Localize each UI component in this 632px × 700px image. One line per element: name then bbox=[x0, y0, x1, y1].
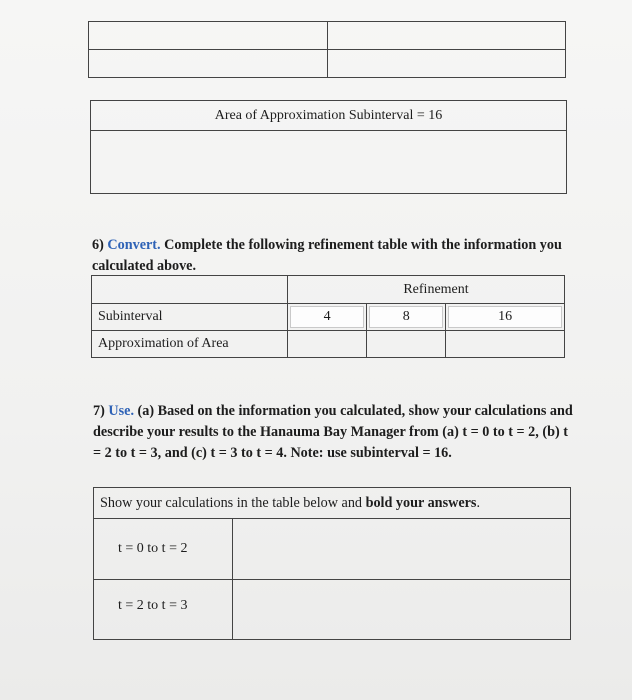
subinterval-cell bbox=[446, 304, 565, 331]
approximation-cell[interactable] bbox=[288, 331, 367, 358]
refinement-corner-cell bbox=[92, 276, 288, 304]
area-table-header: Area of Approximation Subinterval = 16 bbox=[91, 101, 567, 131]
top-table-cell[interactable] bbox=[328, 22, 566, 50]
question-6-text: Complete the following refinement table with the information you calculated above. bbox=[92, 237, 562, 274]
approximation-cell[interactable] bbox=[446, 331, 565, 358]
refinement-table bbox=[91, 275, 565, 358]
area-table bbox=[90, 100, 567, 194]
row-label-subinterval: Subinterval bbox=[92, 304, 288, 331]
subinterval-value: 4 bbox=[290, 306, 364, 328]
subinterval-value: 8 bbox=[369, 306, 443, 328]
subinterval-cell bbox=[288, 304, 367, 331]
top-table-cell[interactable] bbox=[89, 22, 328, 50]
question-7-text: (a) Based on the information you calculated, show your calculations and describe your results to the Hanauma Bay Manager from (a) t = 0 to t = 2, (b) t = 2 to t = 3, and (c) t = 3 to t = 4. Note: use subinterval = 16. bbox=[93, 403, 573, 461]
top-table-cell[interactable] bbox=[328, 50, 566, 78]
calc-answer-cell[interactable] bbox=[233, 519, 571, 580]
subinterval-cell bbox=[367, 304, 446, 331]
approximation-cell[interactable] bbox=[367, 331, 446, 358]
question-6-number: 6) bbox=[92, 237, 104, 253]
top-empty-table bbox=[88, 21, 566, 78]
calculations-header-bold: bold your answers bbox=[365, 494, 477, 511]
question-7-number: 7) bbox=[93, 403, 105, 419]
question-7 bbox=[93, 401, 573, 464]
calculations-header bbox=[94, 488, 571, 519]
area-answer-cell[interactable] bbox=[91, 131, 567, 194]
question-6-keyword: Convert. bbox=[107, 237, 161, 253]
refinement-header: Refinement bbox=[288, 276, 565, 304]
question-7-keyword: Use. bbox=[108, 403, 134, 419]
subinterval-value: 16 bbox=[448, 306, 562, 328]
top-table-cell[interactable] bbox=[89, 50, 328, 78]
calculations-table bbox=[93, 487, 571, 640]
row-label-approximation: Approximation of Area bbox=[92, 331, 288, 358]
calc-answer-cell[interactable] bbox=[233, 580, 571, 640]
calculations-header-suffix: . bbox=[476, 494, 481, 511]
calc-row-label: t = 2 to t = 3 bbox=[94, 580, 233, 640]
calculations-header-prefix: Show your calculations in the table below and bbox=[100, 494, 366, 511]
question-6 bbox=[92, 235, 572, 277]
calc-row-label: t = 0 to t = 2 bbox=[94, 519, 233, 580]
